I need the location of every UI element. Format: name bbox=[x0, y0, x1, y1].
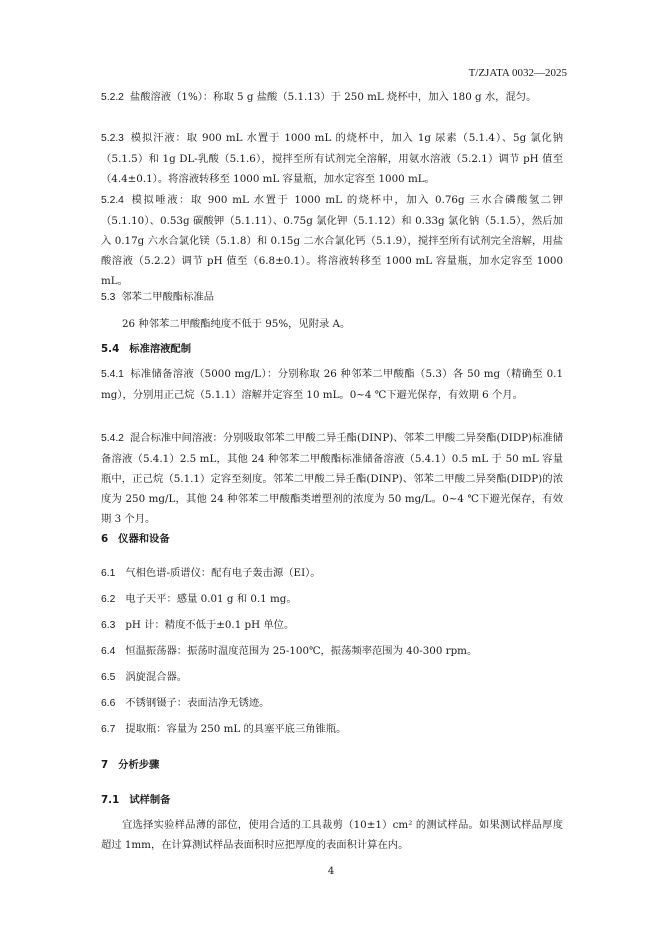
clause-5-2-3 bbox=[101, 128, 563, 189]
clause-title: 试样制备 bbox=[129, 794, 171, 806]
section-7-heading bbox=[101, 755, 563, 775]
clause-text: pH 计：精度不低于±0.1 pH 单位。 bbox=[125, 619, 295, 631]
clause-number: 5.3 bbox=[101, 292, 116, 303]
section-number: 6 bbox=[101, 533, 109, 545]
clause-text: 气相色谱-质谱仪：配有电子轰击源（EI）。 bbox=[125, 567, 321, 579]
clause-text: 恒温振荡器：振荡时温度范围为 25-100℃，振荡频率范围为 40-300 rpm。 bbox=[125, 645, 478, 657]
clause-title: 邻苯二甲酸酯标准品 bbox=[121, 291, 214, 303]
clause-number: 6.6 bbox=[101, 698, 116, 709]
clause-number: 6.1 bbox=[101, 568, 116, 579]
clause-text: 电子天平：感量 0.01 g 和 0.1 mg。 bbox=[125, 593, 297, 605]
clause-5-2-4 bbox=[101, 190, 563, 291]
clause-6-2 bbox=[101, 589, 563, 610]
clause-6-1 bbox=[101, 563, 563, 584]
clause-text: 标准储备溶液（5000 mg/L）：分别称取 26 种邻苯二甲酸酯（5.3）各 50 mg（精确至 0.1 mg），分别用正己烷（5.1.1）溶解并定容至 10 mL。0~4 ℃下避光保存，有效期 6 个月。 bbox=[101, 368, 563, 401]
clause-6-5 bbox=[101, 667, 563, 688]
clause-6-6 bbox=[101, 693, 563, 714]
clause-5-4-2 bbox=[101, 428, 563, 529]
section-title: 仪器和设备 bbox=[118, 533, 170, 545]
clause-6-4 bbox=[101, 641, 563, 662]
clause-7-1-heading bbox=[101, 790, 563, 810]
clause-5-3-body: 26 种邻苯二甲酸酯纯度不低于 95%，见附录 A。 bbox=[122, 318, 351, 330]
document-code: T/ZJATA 0032—2025 bbox=[468, 67, 567, 79]
clause-5-4-heading bbox=[101, 339, 563, 359]
clause-title: 标准溶液配制 bbox=[129, 343, 192, 355]
clause-number: 7.1 bbox=[101, 794, 120, 806]
section-title: 分析步骤 bbox=[118, 759, 160, 771]
clause-5-4-1 bbox=[101, 364, 563, 405]
clause-text: 盐酸溶液（1%）：称取 5 g 盐酸（5.1.13）于 250 mL 烧杯中，加入 180 g 水，混匀。 bbox=[129, 91, 537, 103]
clause-number: 5.4.2 bbox=[101, 433, 124, 444]
clause-number: 6.5 bbox=[101, 672, 116, 683]
clause-number: 6.2 bbox=[101, 594, 116, 605]
clause-text: 混合标准中间溶液：分别吸取邻苯二甲酸二异壬酯(DINP)、邻苯二甲酸二异癸酯(DIDP)标准储备溶液（5.4.1）2.5 mL，其他 24 种邻苯二甲酸酯标准储备溶液（5.4.1）0.5 mL 于 50 mL 容量瓶中，正己烷（5.1.1）定容至刻度。邻苯二甲酸二异壬酯(DINP)、邻苯二甲酸二异癸酯(DIDP)的浓度为 250 mg/L，其他 24 种邻苯二甲酸酯类增塑剂的浓度为 50 mg/L。0~4 ℃下避光保存，有效期 3 个月。 bbox=[101, 432, 563, 525]
clause-6-7 bbox=[101, 719, 563, 740]
clause-text: 不锈钢镊子：表面洁净无锈迹。 bbox=[125, 697, 270, 709]
clause-text: 涡旋混合器。 bbox=[125, 671, 188, 683]
section-number: 7 bbox=[101, 759, 109, 771]
clause-7-1-body: 宜选择实验样品薄的部位，使用合适的工具裁剪（10±1）cm² 的测试样品。如果测试样品厚度超过 1mm，在计算测试样品表面积时应把厚度的表面积计算在内。 bbox=[101, 819, 563, 851]
clause-number: 5.2.3 bbox=[101, 133, 124, 144]
clause-text: 模拟汗液：取 900 mL 水置于 1000 mL 的烧杯中，加入 1g 尿素（5.1.4）、5g 氯化钠（5.1.5）和 1g DL-乳酸（5.1.6），搅拌至所有试剂完全溶解，用氨水溶液（5.2.1）调节 pH 值至（4.4±0.1）。将溶液转移至 1000 mL 容量瓶，加水定容至 1000 mL。 bbox=[101, 132, 563, 185]
clause-number: 6.3 bbox=[101, 620, 116, 631]
clause-5-2-2 bbox=[101, 87, 563, 108]
clause-number: 5.2.2 bbox=[101, 92, 124, 103]
clause-number: 5.4 bbox=[101, 343, 120, 355]
clause-6-3 bbox=[101, 615, 563, 636]
clause-text: 提取瓶：容量为 250 mL 的具塞平底三角锥瓶。 bbox=[125, 723, 347, 735]
clause-text: 模拟唾液：取 900 mL 水置于 1000 mL 的烧杯中，加入 0.76g 三水合磷酸氢二钾（5.1.10）、0.53g 碳酸钾（5.1.11）、0.75g 氯化钾（5.1.12）和 0.33g 氯化钠（5.1.5），然后加入 0.17g 六水合氯化镁（5.1.8）和 0.15g 二水合氯化钙（5.1.9），搅拌至所有试剂完全溶解，用盐酸溶液（5.2.2）调节 pH 值至（6.8±0.1）。将溶液转移至 1000 mL 容量瓶，加水定容至 1000 mL。 bbox=[101, 194, 563, 287]
clause-number: 6.7 bbox=[101, 724, 116, 735]
clause-number: 6.4 bbox=[101, 646, 116, 657]
clause-number: 5.4.1 bbox=[101, 369, 124, 380]
page-number: 4 bbox=[327, 866, 335, 877]
clause-number: 5.2.4 bbox=[101, 195, 124, 206]
clause-5-3 bbox=[101, 287, 563, 308]
section-6-heading bbox=[101, 529, 563, 549]
